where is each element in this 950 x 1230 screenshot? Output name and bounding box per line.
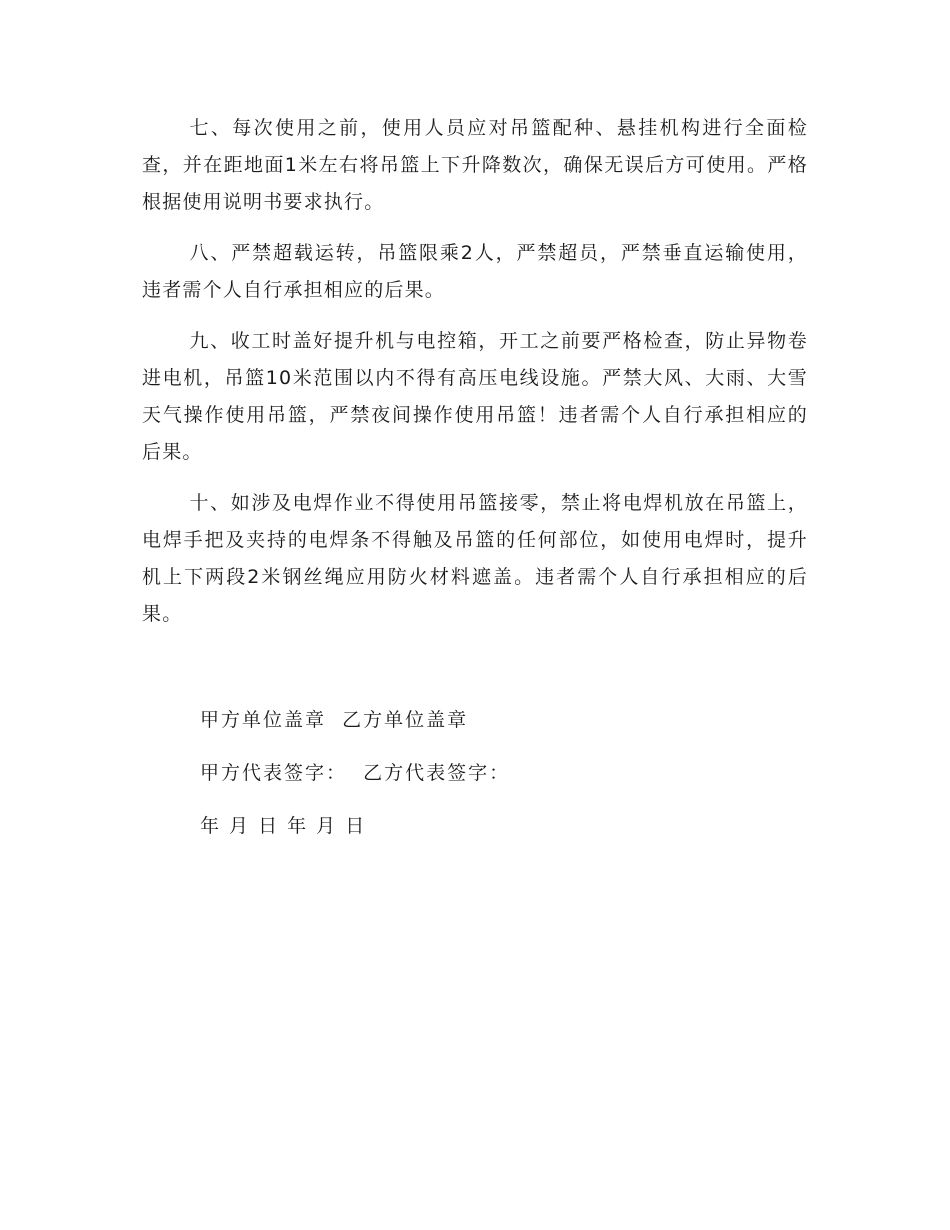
- clause-eight: 八、严禁超载运转，吊篮限乘2人，严禁超员，严禁垂直运输使用，违者需个人自行承担相应的后果。: [142, 242, 808, 301]
- clause-seven: 七、每次使用之前，使用人员应对吊篮配种、悬挂机构进行全面检查，并在距地面1米左右将吊篮上下升降数次，确保无误后方可使用。严格根据使用说明书要求执行。: [142, 117, 808, 213]
- date-line: 年 月 日 年 月 日: [200, 815, 367, 837]
- clause-ten: 十、如涉及电焊作业不得使用吊篮接零，禁止将电焊机放在吊篮上，电焊手把及夹持的电焊条不得触及吊篮的任何部位，如使用电焊时，提升机上下两段2米钢丝绳应用防火材料遮盖。违者需个人自行承担相应的后果。: [142, 492, 808, 625]
- representative-signature-line: 甲方代表签字： 乙方代表签字：: [200, 762, 511, 784]
- clause-nine: 九、收工时盖好提升机与电控箱，开工之前要严格检查，防止异物卷进电机，吊篮10米范围以内不得有高压电线设施。严禁大风、大雨、大雪天气操作使用吊篮，严禁夜间操作使用吊篮！违者需个人自行承担相应的后果。: [142, 330, 808, 463]
- seal-line: 甲方单位盖章 乙方单位盖章: [200, 709, 469, 731]
- document-body: [142, 110, 808, 647]
- signature-block: [200, 704, 800, 863]
